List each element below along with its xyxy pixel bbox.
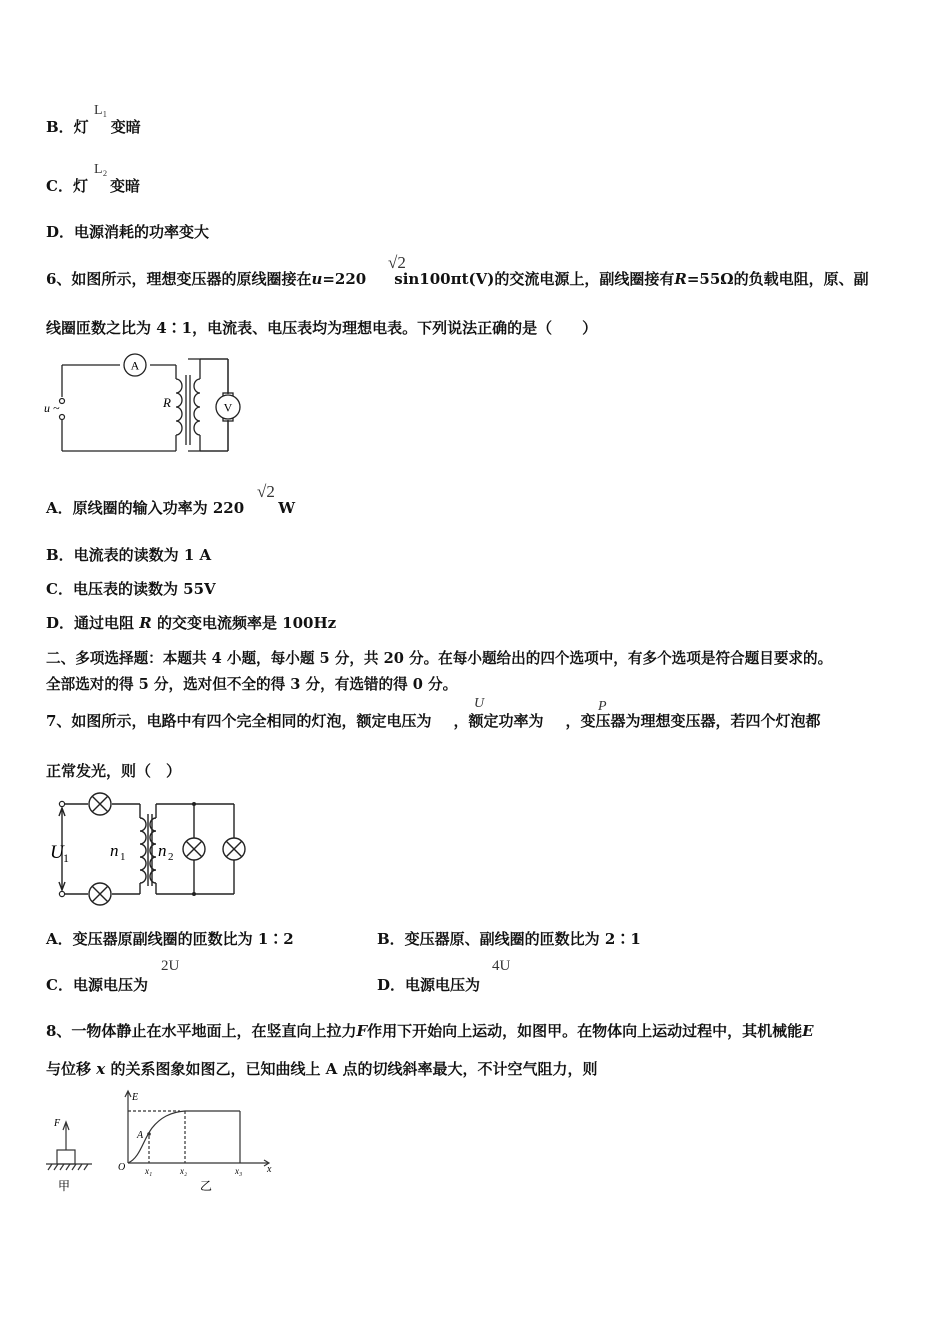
n2-subscript: 2 [168, 851, 174, 863]
q7-stem-line1 [46, 710, 820, 731]
voltmeter-figure [188, 345, 248, 455]
lamp-symbol: L₂ [94, 162, 108, 177]
section2-line1: 二、多项选择题：本题共 4 小题，每小题 5 分，共 20 分。在每小题给出的四个选项中，有多个选项是符合题目要求的。 [46, 650, 833, 667]
var-r: R [139, 614, 152, 632]
section2-line2: 全部选对的得 5 分，选对但不全的得 3 分，有选错的得 0 分。 [46, 676, 458, 693]
option-text: A．原线圈的输入功率为 220 [46, 499, 245, 517]
stem-text: 6、如图所示，理想变压器的原线圈接在 [46, 270, 312, 288]
sqrt-two: √2 [257, 482, 275, 501]
var-r: R [674, 270, 687, 288]
energy-displacement-figure [40, 1088, 280, 1198]
option-text: C．灯 [46, 177, 88, 195]
block-with-force [46, 1122, 92, 1170]
lamp-icon [89, 793, 111, 815]
q5-option-c [46, 175, 140, 196]
var-e: E [802, 1022, 814, 1040]
q6-stem-line1 [46, 268, 869, 289]
x2-tick-label: x₂ [180, 1166, 188, 1176]
q7-option-c-value: 2U [161, 958, 180, 974]
option-text: 的交变电流频率是 100Hz [156, 614, 337, 632]
voltmeter-label: V [223, 400, 233, 415]
var-p: P [598, 699, 607, 714]
stem-text: ，额定功率为 [453, 712, 544, 730]
lamp-icon [183, 838, 205, 860]
n1-label: n [110, 841, 119, 860]
option-text: 变暗 [110, 118, 141, 136]
option-text: D．通过电阻 [46, 614, 135, 632]
q6-option-c: C．电压表的读数为 55V [46, 580, 216, 598]
axis-e-label: E [132, 1092, 139, 1103]
lamp-symbol: L₁ [94, 103, 108, 118]
q7-option-d-value: 4U [492, 958, 511, 974]
stem-text: 与位移 [46, 1060, 92, 1078]
u1-label: U [50, 842, 64, 863]
q7-option-a: A．变压器原副线圈的匝数比为 1∶2 [46, 930, 294, 948]
q6-stem-line2: 线圈匝数之比为 4∶1，电流表、电压表均为理想电表。下列说法正确的是（ ） [46, 319, 598, 337]
option-text: 变暗 [109, 177, 140, 195]
n2-label: n [158, 841, 167, 860]
stem-text: =220 [322, 270, 367, 288]
energy-curve [128, 1111, 240, 1163]
lamp-icon [223, 838, 245, 860]
stem-text: ，变压器为理想变压器，若四个灯泡都 [565, 712, 821, 730]
option-text: B．灯 [46, 118, 89, 136]
stem-text: 的关系图象如图乙，已知曲线上 A 点的切线斜率最大，不计空气阻力，则 [110, 1060, 598, 1078]
figure-jia-label: 甲 [58, 1179, 71, 1193]
var-u: U [474, 696, 485, 711]
lamp-transformer-figure [44, 790, 254, 910]
ammeter-label: A [130, 358, 140, 373]
sqrt-two: √2 [388, 253, 406, 272]
axis-x-label: x [267, 1164, 272, 1175]
q5-option-b [46, 116, 141, 137]
option-text: W [278, 499, 296, 517]
q6-option-b: B．电流表的读数为 1 A [46, 546, 212, 564]
origin-label: O [118, 1162, 126, 1173]
q8-stem-line2 [46, 1058, 598, 1079]
q7-option-b: B．变压器原、副线圈的匝数比为 2∶1 [377, 930, 641, 948]
var-u: u [311, 270, 323, 288]
u1-subscript: 1 [63, 851, 69, 865]
stem-text: sin100πt(V)的交流电源上，副线圈接有 [394, 270, 675, 288]
q7-option-d: D．电源电压为 [377, 976, 481, 994]
resistor-label: R [163, 395, 171, 410]
stem-text: =55Ω的负载电阻，原、副 [686, 270, 869, 288]
lamp-icon [89, 883, 111, 905]
figure-yi-label: 乙 [200, 1179, 213, 1193]
x1-tick-label: x₁ [145, 1166, 153, 1176]
point-a-label: A [137, 1130, 144, 1141]
n1-subscript: 1 [120, 851, 126, 863]
x3-tick-label: x₃ [235, 1166, 243, 1176]
stem-text: 8、一物体静止在水平地面上，在竖直向上拉力 [46, 1022, 357, 1040]
q5-option-d: D．电源消耗的功率变大 [46, 223, 210, 241]
stem-text: 作用下开始向上运动，如图甲。在物体向上运动过程中，其机械能 [367, 1022, 803, 1040]
q7-stem-line2: 正常发光，则（ ） [46, 762, 182, 780]
q6-option-d [46, 612, 336, 633]
var-f: F [356, 1022, 368, 1040]
q7-option-c: C．电源电压为 [46, 976, 148, 994]
q8-stem-line1 [46, 1020, 814, 1041]
force-label: F [54, 1118, 61, 1129]
stem-text: 7、如图所示，电路中有四个完全相同的灯泡，额定电压为 [46, 712, 432, 730]
source-label: u ~ [44, 401, 60, 415]
var-x: x [96, 1060, 106, 1078]
